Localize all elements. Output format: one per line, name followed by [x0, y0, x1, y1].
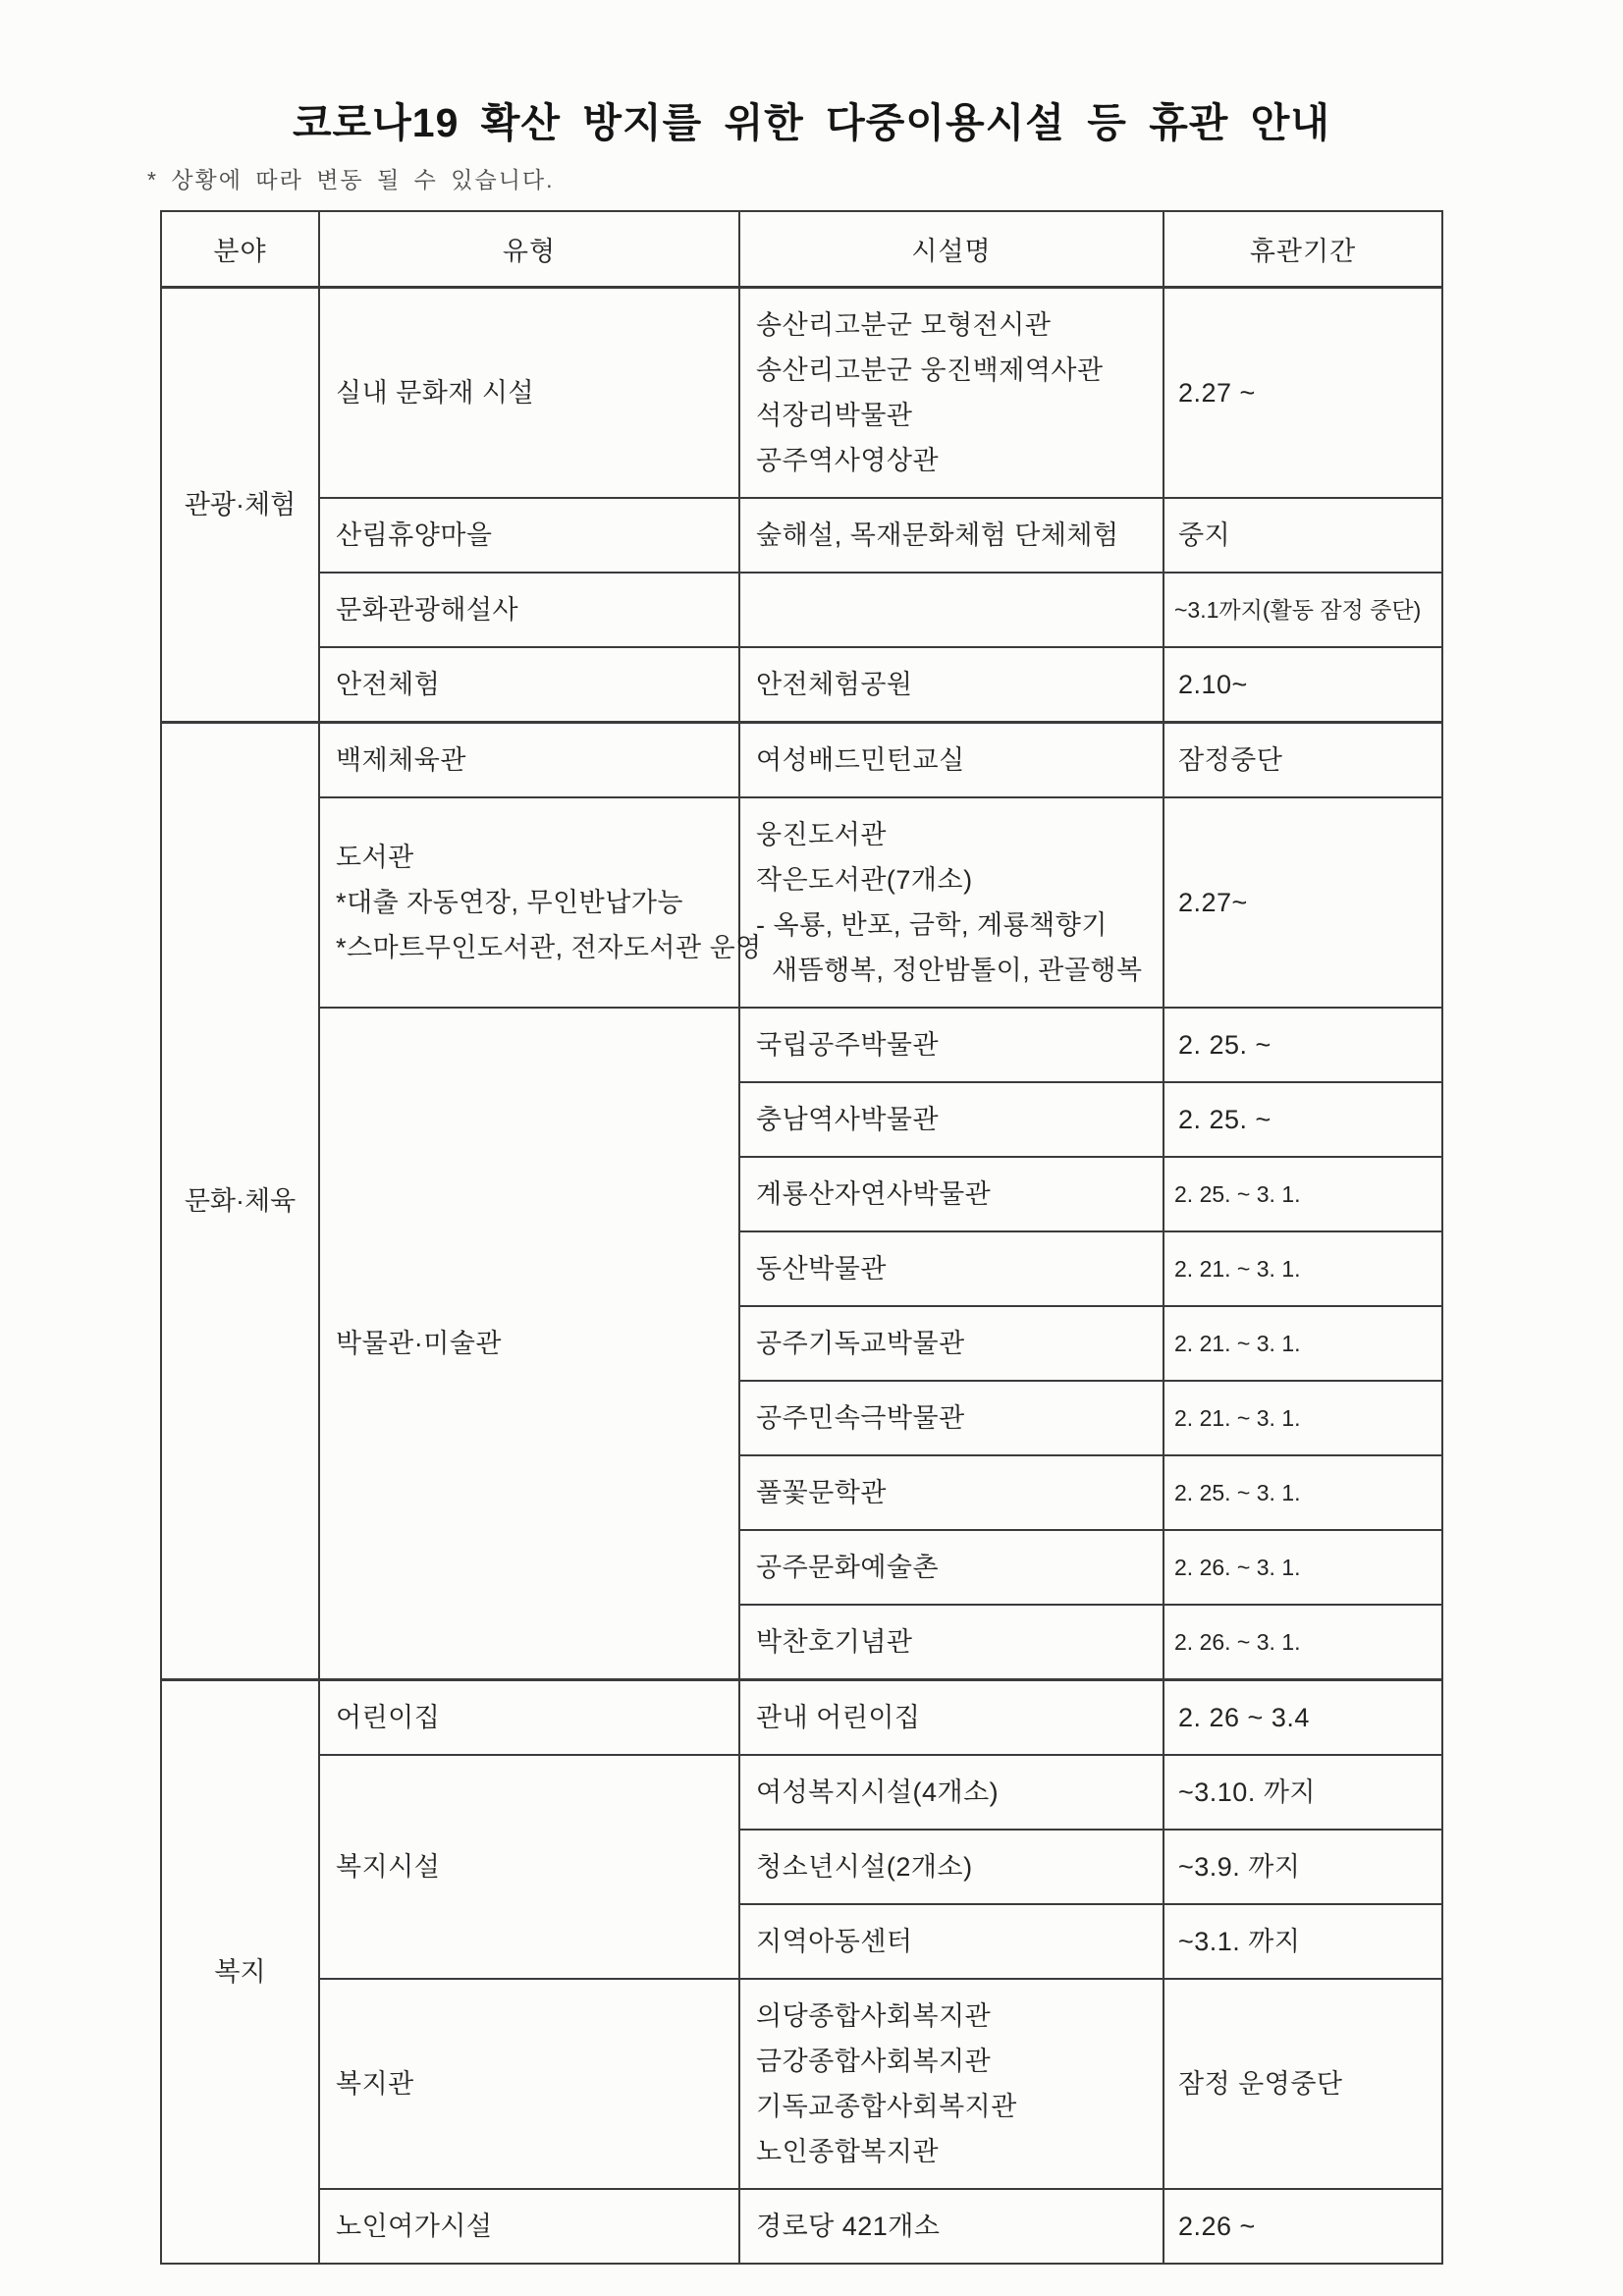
type-cell	[319, 723, 739, 798]
text-line: 관내 어린이집	[756, 1703, 921, 1732]
table-row	[161, 1008, 1442, 1082]
text-line: 노인여가시설	[336, 2212, 493, 2241]
facility-cell	[739, 1455, 1163, 1530]
text-line: 국립공주박물관	[756, 1030, 940, 1060]
period-cell: 잠정중단	[1163, 723, 1442, 798]
text-line: 여성복지시설(4개소)	[756, 1777, 1000, 1807]
period-cell: 2. 21. ~ 3. 1.	[1163, 1306, 1442, 1381]
table-row	[161, 723, 1442, 798]
column-header: 휴관기간	[1163, 211, 1442, 288]
type-cell	[319, 797, 762, 1008]
text-line: 노인종합복지관	[756, 2137, 940, 2166]
closure-table	[160, 210, 1443, 2265]
period-cell: 2. 26. ~ 3. 1.	[1163, 1605, 1442, 1680]
period-cell: ~3.9. 까지	[1163, 1830, 1442, 1904]
facility-cell	[739, 797, 1163, 1008]
text-line: 기독교종합사회복지관	[756, 2092, 1017, 2121]
period-cell: 2.27~	[1163, 797, 1442, 1008]
table-row	[161, 498, 1442, 573]
table-row	[161, 1680, 1442, 1756]
text-line: 도서관	[336, 843, 414, 872]
period-cell: 2. 26 ~ 3.4	[1163, 1680, 1442, 1756]
table-row	[161, 1755, 1442, 1830]
text-line: 경로당 421개소	[756, 2212, 941, 2241]
type-cell	[319, 573, 739, 647]
text-line: 안전체험	[336, 670, 441, 699]
text-line: 계룡산자연사박물관	[756, 1179, 992, 1209]
text-line: 공주역사영상관	[756, 446, 940, 475]
type-cell	[319, 498, 739, 573]
facility-cell	[739, 498, 1163, 573]
category-cell: 문화·체육	[161, 723, 319, 1680]
closure-table-header-row	[161, 211, 1442, 288]
period-cell: 2.26 ~	[1163, 2189, 1442, 2264]
text-line: 숲해설, 목재문화체험 단체체험	[756, 520, 1119, 550]
type-cell	[319, 2189, 739, 2264]
period-cell: 2. 25. ~	[1163, 1082, 1442, 1157]
text-line: 웅진도서관	[756, 820, 887, 849]
text-line: 어린이집	[336, 1703, 441, 1732]
text-line: 박찬호기념관	[756, 1627, 913, 1657]
text-line: 실내 문화재 시설	[336, 378, 535, 408]
facility-cell	[739, 1605, 1163, 1680]
table-row	[161, 573, 1442, 647]
text-line: 동산박물관	[756, 1254, 887, 1284]
text-line: 송산리고분군 웅진백제역사관	[756, 355, 1104, 385]
facility-cell	[739, 2189, 1163, 2264]
type-cell	[319, 1008, 739, 1680]
table-row	[161, 2189, 1442, 2264]
page-note: * 상황에 따라 변동 될 수 있습니다.	[147, 167, 555, 192]
facility-cell	[739, 723, 1163, 798]
facility-cell	[739, 1082, 1163, 1157]
facility-cell	[739, 1979, 1163, 2189]
period-cell: 2. 21. ~ 3. 1.	[1163, 1381, 1442, 1455]
text-line: - 옥룡, 반포, 금학, 계룡책향기	[756, 910, 1108, 940]
column-header: 유형	[319, 211, 739, 288]
text-line: 의당종합사회복지관	[756, 2001, 992, 2031]
text-line: 금강종합사회복지관	[756, 2047, 992, 2076]
text-line: 산림휴양마을	[336, 520, 493, 550]
facility-cell	[739, 1381, 1163, 1455]
facility-cell	[739, 1306, 1163, 1381]
table-row	[161, 647, 1442, 723]
category-cell: 관광·체험	[161, 288, 319, 723]
text-line: 작은도서관(7개소)	[756, 865, 973, 895]
period-cell: 2. 21. ~ 3. 1.	[1163, 1231, 1442, 1306]
text-line: 박물관·미술관	[336, 1329, 502, 1358]
facility-cell	[739, 1904, 1163, 1979]
text-line: 석장리박물관	[756, 401, 913, 430]
text-line: 백제체육관	[336, 745, 466, 775]
text-line: 풀꽃문학관	[756, 1478, 887, 1507]
text-line: 안전체험공원	[756, 670, 913, 699]
column-header: 시설명	[739, 211, 1163, 288]
page-title: 코로나19 확산 방지를 위한 다중이용시설 등 휴관 안내	[292, 100, 1331, 145]
text-line: 여성배드민턴교실	[756, 745, 965, 775]
period-cell: 2.27 ~	[1163, 288, 1442, 499]
text-line: 새뜸행복, 정안밤톨이, 관골행복	[756, 956, 1143, 985]
period-cell: 잠정 운영중단	[1163, 1979, 1442, 2189]
category-cell: 복지	[161, 1680, 319, 2265]
text-line: 복지시설	[336, 1852, 441, 1882]
period-cell: 2.10~	[1163, 647, 1442, 723]
facility-cell	[739, 1231, 1163, 1306]
text-line: 공주기독교박물관	[756, 1329, 965, 1358]
text-line: *스마트무인도서관, 전자도서관 운영	[336, 933, 762, 962]
text-line: 문화관광해설사	[336, 595, 519, 625]
text-line: *대출 자동연장, 무인반납가능	[336, 888, 683, 917]
period-cell: ~3.1. 까지	[1163, 1904, 1442, 1979]
period-cell: 2. 25. ~	[1163, 1008, 1442, 1082]
period-cell: ~3.10. 까지	[1163, 1755, 1442, 1830]
facility-cell	[739, 1755, 1163, 1830]
column-header: 분야	[161, 211, 319, 288]
facility-cell	[739, 647, 1163, 723]
facility-cell	[739, 1830, 1163, 1904]
type-cell	[319, 647, 739, 723]
period-cell: ~3.1까지(활동 잠정 중단)	[1163, 573, 1442, 647]
text-line: 충남역사박물관	[756, 1105, 940, 1134]
facility-cell	[739, 288, 1163, 499]
period-cell: 2. 25. ~ 3. 1.	[1163, 1157, 1442, 1231]
table-row	[161, 797, 1442, 1008]
table-row	[161, 288, 1442, 499]
text-line: 청소년시설(2개소)	[756, 1852, 973, 1882]
facility-cell	[739, 573, 1163, 647]
type-cell	[319, 1979, 739, 2189]
text-line: 송산리고분군 모형전시관	[756, 310, 1052, 340]
text-line: 공주문화예술촌	[756, 1553, 940, 1582]
period-cell: 2. 26. ~ 3. 1.	[1163, 1530, 1442, 1605]
text-line: 공주민속극박물관	[756, 1403, 965, 1433]
facility-cell	[739, 1157, 1163, 1231]
table-row	[161, 1979, 1442, 2189]
type-cell	[319, 1680, 739, 1756]
facility-cell	[739, 1530, 1163, 1605]
text-line: 지역아동센터	[756, 1927, 913, 1956]
period-cell: 중지	[1163, 498, 1442, 573]
period-cell: 2. 25. ~ 3. 1.	[1163, 1455, 1442, 1530]
facility-cell	[739, 1008, 1163, 1082]
type-cell	[319, 288, 739, 499]
text-line: 복지관	[336, 2069, 414, 2099]
facility-cell	[739, 1680, 1163, 1756]
type-cell	[319, 1755, 739, 1979]
